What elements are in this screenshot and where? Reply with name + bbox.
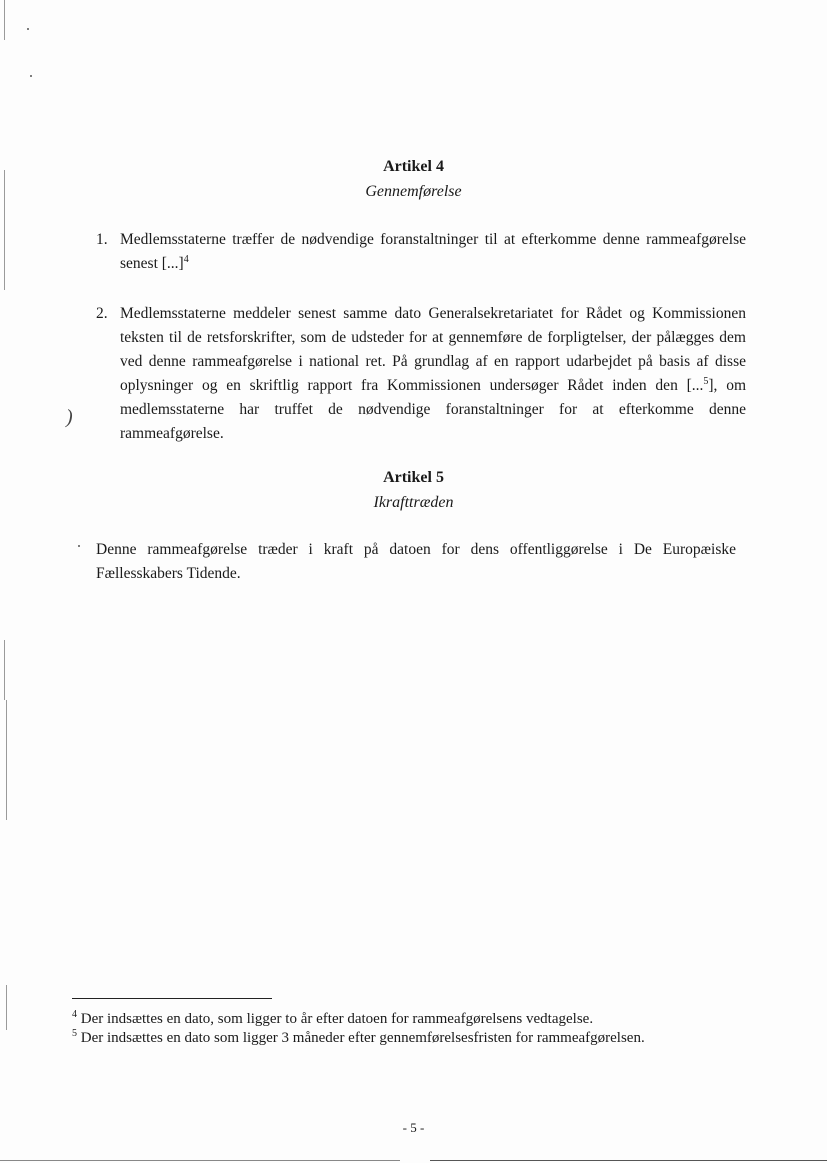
page-number: - 5 -	[402, 1120, 425, 1135]
scan-dot	[27, 28, 29, 30]
article-4-heading	[0, 157, 827, 202]
scan-bottom-line	[430, 1160, 827, 1161]
scan-dot	[78, 545, 80, 547]
footnote-text: Der indsættes en dato, som ligger to år efter datoen for rammeafgørelsens vedtagelse.	[80, 1011, 594, 1027]
scan-dot	[30, 75, 32, 77]
scan-edge-mark	[4, 0, 5, 40]
article-5-subtitle: Ikrafttræden	[373, 494, 454, 511]
footnote-number: 5	[72, 1028, 77, 1039]
footnotes	[72, 1010, 752, 1048]
footnote-number: 4	[72, 1009, 77, 1020]
margin-mark: )	[66, 406, 73, 428]
footnote-text: Der indsættes en dato som ligger 3 måneder efter gennemførelsesfristen for rammeafgørelsen.	[80, 1030, 645, 1046]
list-item-text: Medlemsstaterne træffer de nødvendige foranstaltninger til at efterkomme denne rammeafgørelse senest [...]	[120, 231, 746, 272]
footnote-ref[interactable]: 5	[703, 375, 709, 387]
list-item-text: Medlemsstaterne meddeler senest samme dato Generalsekretariatet for Rådet og Kommissionen teksten til de retsforskrifter, som de udsteder for at gennemføre de forpligtelser, der pålægges dem ved denne rammeafgørelse i national ret. På grundlag af en rapport udarbejdet på basis af disse oplysninger og en skriftlig rapport fra Kommissionen undersøger Rådet inden den [...	[120, 305, 746, 394]
list-item-text-after: ], om medlemsstaterne har truffet de nødvendige foranstaltninger for at efterkomme denne rammeafgørelse.	[120, 377, 747, 442]
scan-bottom-line	[0, 1160, 400, 1161]
scan-edge-mark	[4, 640, 5, 700]
article-5-title: Artikel 5	[383, 469, 444, 486]
footnote-ref[interactable]: 4	[183, 253, 189, 265]
article-5-text: Denne rammeafgørelse træder i kraft på datoen for dens offentliggørelse i De Europæiske Fællesskabers Tidende.	[96, 541, 736, 582]
footnote-divider	[72, 998, 272, 999]
article-4-title: Artikel 4	[383, 158, 444, 175]
footnote	[72, 1010, 752, 1029]
footnote	[72, 1029, 752, 1048]
article-5-heading	[0, 468, 827, 513]
article-4-list	[96, 228, 746, 446]
list-item-marker: 2.	[96, 305, 108, 322]
article-4-subtitle: Gennemførelse	[365, 183, 462, 200]
scan-edge-mark	[6, 700, 7, 820]
scan-edge-mark	[6, 985, 7, 1030]
list-item	[96, 302, 746, 446]
list-item-marker: 1.	[96, 231, 108, 248]
list-item	[96, 228, 746, 276]
